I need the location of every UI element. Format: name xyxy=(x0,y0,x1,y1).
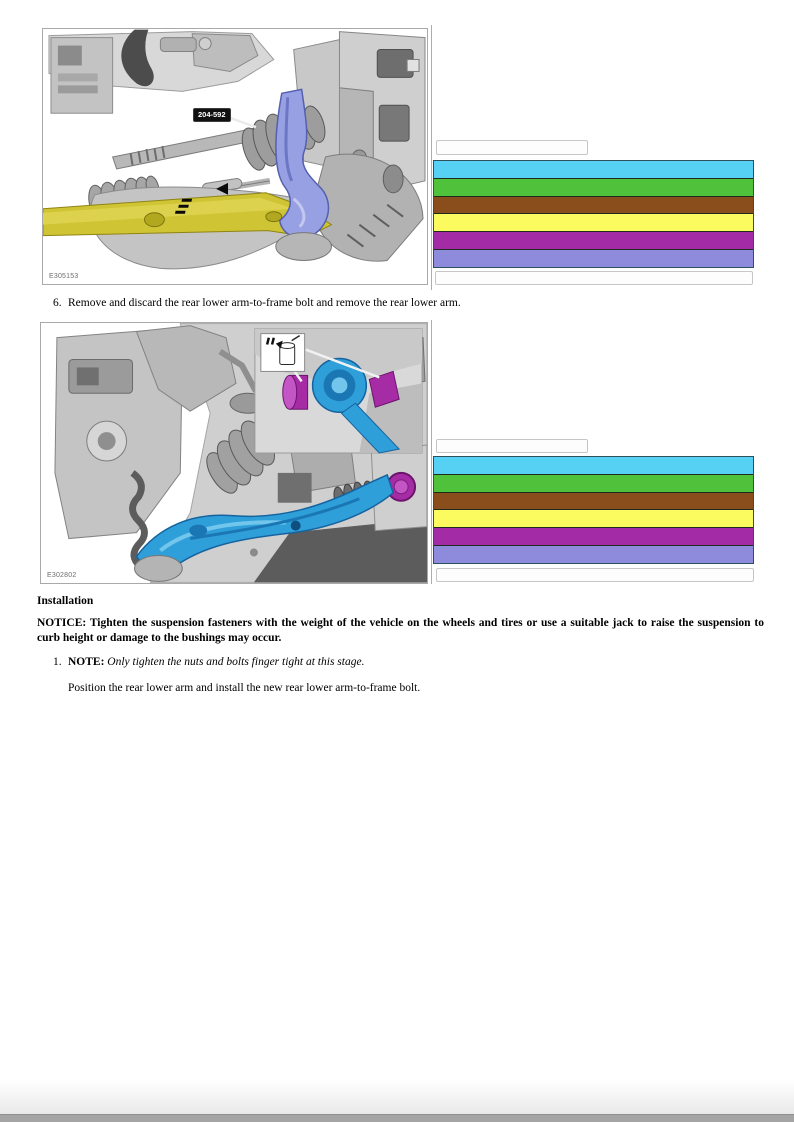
ball-joint xyxy=(135,555,183,581)
notice-text: Tighten the suspension fasteners with the weight of the vehicle on the wheels and tires or use a suitable jack to raise the suspension to curb height or damage to the bushings may occur. xyxy=(37,617,764,645)
color-bar-green xyxy=(434,474,753,492)
color-bar-green xyxy=(434,178,753,196)
ball-joint xyxy=(276,233,332,261)
label-leader-line xyxy=(228,117,256,127)
color-bar-cyan xyxy=(434,161,753,178)
step-1 xyxy=(53,655,753,670)
purple-washer-left xyxy=(283,375,308,409)
empty-input-box[interactable] xyxy=(436,140,588,155)
step-6 xyxy=(53,296,753,311)
notice-paragraph xyxy=(37,616,764,647)
color-bar-cyan xyxy=(434,457,753,474)
color-bar-magenta xyxy=(434,527,753,545)
column-divider xyxy=(431,320,432,584)
step-number: 6. xyxy=(53,297,62,309)
figure1-code: E305153 xyxy=(49,273,79,280)
color-bar-magenta xyxy=(434,231,753,249)
inset-detail-box xyxy=(255,329,422,453)
empty-input-box[interactable] xyxy=(435,271,753,285)
color-bar-brown xyxy=(434,492,753,510)
color-bar-brown xyxy=(434,196,753,214)
tool-number-label: 204-592 xyxy=(193,108,231,122)
figure-e302802 xyxy=(40,322,428,584)
figure-e305153-illustration xyxy=(43,29,427,284)
step-number: 1. xyxy=(53,656,62,668)
note-label: NOTE: xyxy=(68,656,105,668)
figure-e305153 xyxy=(42,28,428,285)
installation-heading: Installation xyxy=(37,595,94,607)
color-bar-periwinkle xyxy=(434,545,753,563)
color-swatch-stack xyxy=(433,160,754,268)
empty-input-box[interactable] xyxy=(436,568,754,582)
figure-e302802-illustration xyxy=(41,323,427,583)
color-bar-yellow xyxy=(434,213,753,231)
color-swatch-stack xyxy=(433,456,754,564)
figure2-code: E302802 xyxy=(47,572,77,579)
note-text: Only tighten the nuts and bolts finger tight at this stage. xyxy=(107,656,365,668)
column-divider xyxy=(431,25,432,290)
horizontal-scrollbar[interactable] xyxy=(0,1114,794,1122)
color-bar-periwinkle xyxy=(434,249,753,267)
color-bar-yellow xyxy=(434,509,753,527)
step-text: Remove and discard the rear lower arm-to-frame bolt and remove the rear lower arm. xyxy=(68,297,461,309)
lubricate-callout xyxy=(261,334,305,372)
step-1-body: Position the rear lower arm and install the new rear lower arm-to-frame bolt. xyxy=(68,682,421,694)
notice-label: NOTICE: xyxy=(37,617,87,629)
empty-input-box[interactable] xyxy=(436,439,588,453)
subframe-shapes xyxy=(49,32,274,114)
page-bottom-fade xyxy=(0,1080,794,1114)
